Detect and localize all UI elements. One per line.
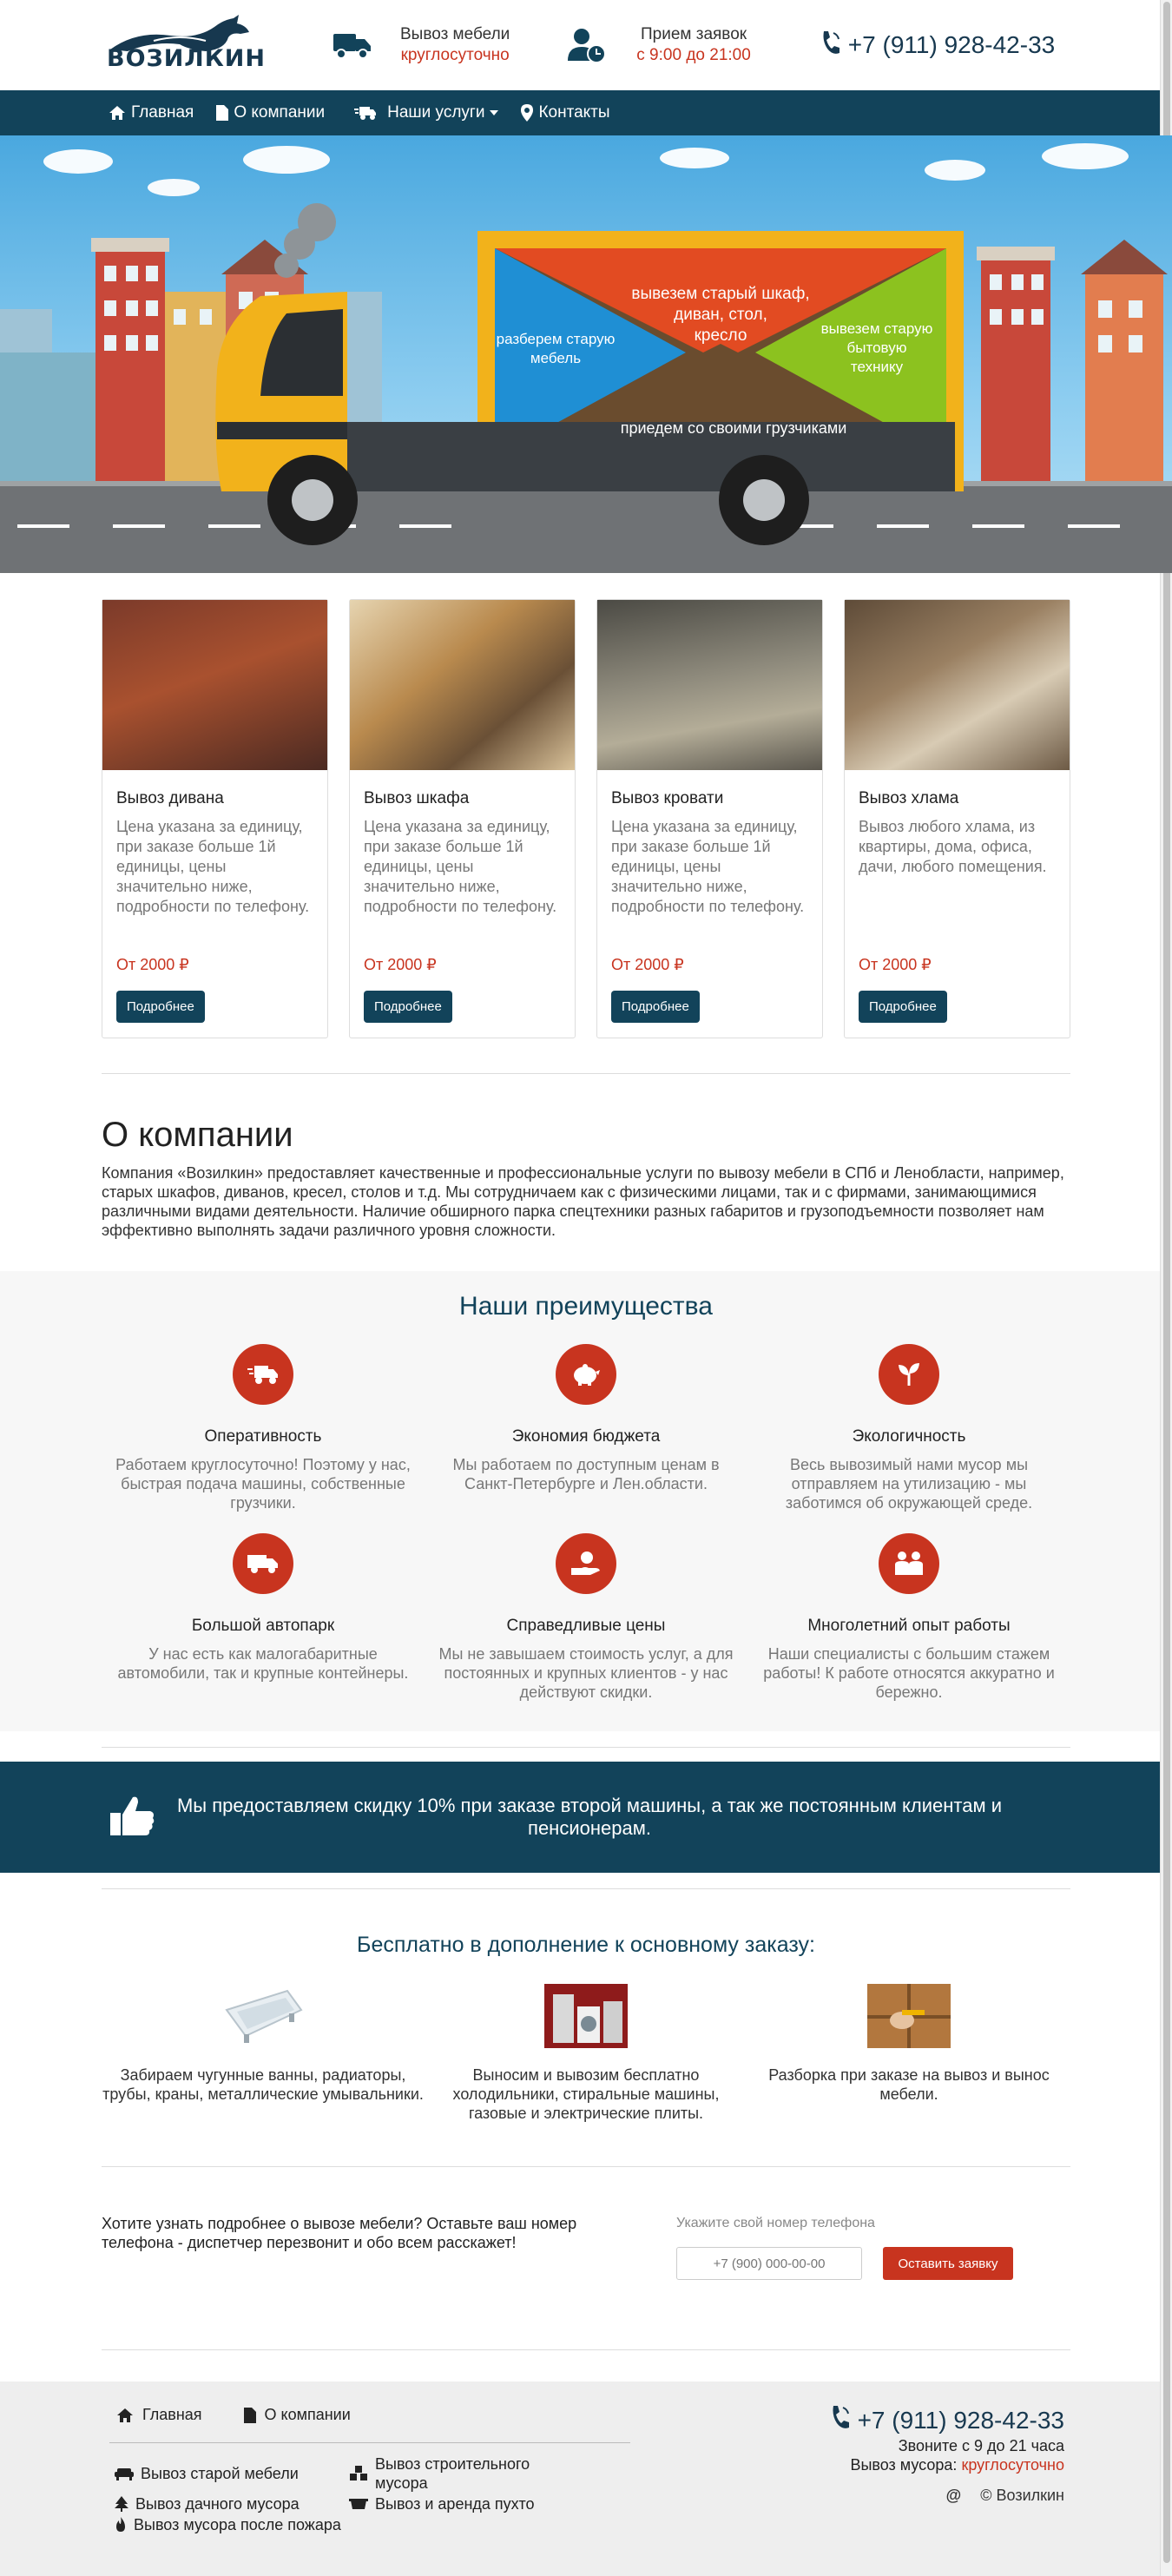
- footer-divider: [109, 2442, 630, 2443]
- divider: [102, 1747, 1070, 1748]
- free-title: Бесплатно в дополнение к основному заказу:: [357, 1933, 815, 1957]
- footer-contacts: [830, 2404, 1064, 2505]
- card-bed: [596, 599, 823, 1038]
- card-price: От 2000 ₽: [364, 956, 437, 973]
- card-price: От 2000 ₽: [859, 956, 932, 973]
- fire-icon: [115, 2517, 127, 2533]
- footer-nav-about[interactable]: [244, 2406, 351, 2424]
- truck-icon: [233, 1533, 293, 1594]
- info2-line2: с 9:00 до 21:00: [636, 46, 751, 64]
- card-title: Вывоз хлама: [859, 789, 959, 807]
- footer-service-link[interactable]: [349, 2454, 583, 2493]
- info-hours-removal: [333, 24, 510, 66]
- discount-banner: [0, 1762, 1172, 1873]
- document-icon: [216, 105, 228, 121]
- nav-contacts[interactable]: [521, 103, 609, 122]
- details-button[interactable]: Подробнее: [364, 991, 452, 1023]
- footer-service-link[interactable]: [115, 2494, 349, 2513]
- bed-photo: [597, 600, 822, 770]
- card-title: Вывоз кровати: [611, 789, 724, 807]
- free-item-text: Выносим и вывозим бесплатно холодильники, стиральные машины, газовые и электрические плиты.: [452, 2066, 720, 2122]
- phone-icon: [830, 2404, 851, 2436]
- card-price: От 2000 ₽: [116, 956, 189, 973]
- truck-fast-icon: [233, 1344, 293, 1405]
- card-title: Вывоз шкафа: [364, 789, 470, 807]
- home-icon: [109, 105, 126, 121]
- nav-home[interactable]: [109, 103, 194, 122]
- nav-services-label: Наши услуги: [387, 103, 485, 122]
- phone-icon: [820, 30, 841, 62]
- callback-form: [676, 2202, 1013, 2280]
- top-header: [0, 0, 1172, 90]
- appliances-image: [544, 1984, 628, 2048]
- advantage-title: Экономия бюджета: [511, 1427, 661, 1446]
- svg-text:разберем старуюмебель: разберем старую мебель: [496, 331, 616, 366]
- at-icon: @: [945, 2487, 962, 2504]
- advantage-item: [102, 1344, 425, 1533]
- footer-service-label: Вывоз старой мебели: [141, 2465, 299, 2482]
- footer-nav-home-label: Главная: [142, 2406, 202, 2423]
- footer-phone[interactable]: [830, 2404, 1064, 2436]
- piggy-bank-icon: [556, 1344, 616, 1405]
- site-logo[interactable]: [102, 15, 266, 76]
- hero-text-top-1: вывезем старый шкаф,: [631, 285, 810, 303]
- advantage-title: Экологичность: [852, 1427, 966, 1446]
- home-icon: [116, 2408, 134, 2423]
- callback-lead: Хотите узнать подробнее о вывозе мебели? Оставьте ваш номер телефона - диспетчер перезвонит и обо всем расскажет!: [102, 2215, 577, 2251]
- footer-service-label: Вывоз строительного мусора: [375, 2455, 530, 2492]
- thumbs-up-icon: [110, 1794, 155, 1841]
- card-junk: [844, 599, 1070, 1038]
- divider: [102, 2349, 1070, 2350]
- map-marker-icon: [521, 104, 533, 122]
- advantage-text: Работаем круглосуточно! Поэтому у нас, быстрая подача машины, собственные грузчики.: [115, 1456, 411, 1512]
- phone-input[interactable]: [676, 2247, 862, 2280]
- info1-line2: круглосуточно: [400, 46, 510, 64]
- cubes-icon: [349, 2466, 368, 2481]
- furniture-assembly-image: [867, 1984, 951, 2048]
- chevron-down-icon: [490, 110, 498, 115]
- details-button[interactable]: Подробнее: [116, 991, 205, 1023]
- truck-fast-icon: [354, 105, 377, 121]
- user-clock-icon: [567, 25, 607, 65]
- card-text: Цена указана за единицу, при заказе больше 1й единицы, цены значительно ниже, подробности по телефону.: [116, 818, 310, 915]
- advantage-text: Весь вывозимый нами мусор мы отправляем на утилизацию - мы заботимся об окружающей среде.: [785, 1456, 1033, 1512]
- free-item: [747, 1984, 1070, 2123]
- footer-service-link[interactable]: [115, 2515, 349, 2534]
- header-phone-number[interactable]: +7 (911) 928-42-33: [847, 31, 1056, 58]
- advantage-item: [425, 1344, 747, 1533]
- footer-service-link[interactable]: [349, 2494, 583, 2513]
- card-text: Цена указана за единицу, при заказе больше 1й единицы, цены значительно ниже, подробности по телефону.: [364, 818, 557, 915]
- people-icon: [879, 1533, 939, 1594]
- service-cards: [102, 599, 1070, 1038]
- advantage-text: Наши специалисты с большим стажем работы! К работе относятся аккуратно и бережно.: [763, 1645, 1055, 1701]
- footer-service-label: Вывоз дачного мусора: [135, 2495, 300, 2513]
- sofa-photo: [102, 600, 327, 770]
- details-button[interactable]: Подробнее: [611, 991, 700, 1023]
- callback-section: [102, 2202, 1070, 2280]
- advantage-title: Оперативность: [204, 1427, 322, 1446]
- footer-service-label: Вывоз мусора после пожара: [134, 2516, 341, 2533]
- advantage-item: [747, 1533, 1070, 1723]
- nav-contacts-label: Контакты: [538, 103, 610, 122]
- header-phone[interactable]: [820, 30, 1055, 62]
- advantage-text: Мы работаем по доступным ценам в Санкт-Петербурге и Лен.области.: [452, 1456, 720, 1492]
- about-section: [102, 1116, 1070, 1240]
- bathtub-image: [221, 1984, 305, 2048]
- card-title: Вывоз дивана: [116, 789, 224, 807]
- wardrobe-photo: [350, 600, 575, 770]
- copyright: © Возилкин: [980, 2487, 1064, 2504]
- advantage-item: [425, 1533, 747, 1723]
- nav-home-label: Главная: [131, 103, 194, 122]
- divider: [102, 2166, 1070, 2167]
- free-item: [425, 1984, 747, 2123]
- tree-icon: [115, 2496, 128, 2512]
- divider: [102, 1073, 1070, 1074]
- logo-text: ВОЗИЛКИН: [107, 45, 266, 72]
- card-price: От 2000 ₽: [611, 956, 684, 973]
- footer-removal-label: Вывоз мусора:: [850, 2456, 958, 2474]
- nav-services-dropdown[interactable]: [354, 103, 498, 122]
- document-icon: [244, 2408, 256, 2423]
- footer-phone-number[interactable]: +7 (911) 928-42-33: [857, 2406, 1064, 2434]
- about-title: О компании: [102, 1116, 293, 1154]
- discount-text: Мы предоставляем скидку 10% при заказе второй машины, а так же постоянным клиентам и пенсионерам.: [176, 1795, 1003, 1839]
- about-text: Компания «Возилкин» предоставляет качественные и профессиональные услуги по вывозу мебели в СПб и Ленобласти, например, старых шкафов, диванов, кресел, столов и т.д. Мы сотрудничаем как с физическими лицами, так и с фирмами, занимающимися различными видами деятельности. Наличие обширного парка спецтехники разных габаритов и грузоподъемности позволяет нам эффективно выполнять задачи различного уровня сложности.: [102, 1164, 1064, 1239]
- info-order-hours: [567, 24, 751, 66]
- hand-coin-icon: [556, 1533, 616, 1594]
- advantage-item: [102, 1533, 425, 1723]
- phone-field-label: Укажите свой номер телефона: [676, 2216, 875, 2230]
- nav-about-label: О компании: [234, 103, 326, 122]
- card-sofa: [102, 599, 328, 1038]
- footer-services: [115, 2454, 583, 2534]
- junk-photo: [845, 600, 1070, 770]
- free-item-text: Разборка при заказе на вывоз и вынос мебели.: [768, 2066, 1050, 2103]
- footer-nav-home[interactable]: [116, 2406, 202, 2424]
- advantages-title: Наши преимущества: [459, 1292, 713, 1321]
- couch-icon: [115, 2467, 134, 2480]
- advantage-text: У нас есть как малогабаритные автомобили, так и крупные контейнеры.: [117, 1645, 409, 1682]
- svg-text:вывезем старуюбытовуютехнику: вывезем старую бытовую технику: [820, 320, 933, 375]
- nav-about[interactable]: [216, 103, 325, 122]
- advantage-text: Мы не завышаем стоимость услуг, а для постоянных и крупных клиентов - у нас действуют скидки.: [438, 1645, 734, 1701]
- advantage-title: Многолетний опыт работы: [807, 1617, 1011, 1635]
- advantage-title: Справедливые цены: [506, 1617, 666, 1635]
- hero-banner: [0, 135, 1172, 573]
- advantage-item: [747, 1344, 1070, 1533]
- free-extras-section: [102, 1933, 1070, 2123]
- footer-service-label: Вывоз и аренда пухто: [375, 2495, 535, 2513]
- details-button[interactable]: Подробнее: [859, 991, 947, 1023]
- svg-text:вывезем старый шкаф,диван, сто: вывезем старый шкаф, диван, стол, кресло: [631, 285, 810, 345]
- footer: [0, 2382, 1160, 2576]
- footer-nav-about-label: О компании: [264, 2406, 351, 2423]
- card-text: Вывоз любого хлама, из квартиры, дома, офиса, дачи, любого помещения.: [859, 818, 1047, 875]
- seedling-icon: [879, 1344, 939, 1405]
- svg-text:приедем со своими грузчиками: приедем со своими грузчиками: [620, 419, 847, 437]
- dumpster-icon: [349, 2497, 368, 2511]
- free-item-text: Забираем чугунные ванны, радиаторы, трубы, краны, металлические умывальники.: [102, 2066, 424, 2103]
- footer-hours: Звоните с 9 до 21 часа: [898, 2437, 1064, 2454]
- footer-nav: [116, 2406, 392, 2424]
- card-wardrobe: [349, 599, 576, 1038]
- hero-illustration: [0, 135, 1172, 573]
- info2-line1: Прием заявок: [641, 25, 747, 43]
- main-nav: [0, 90, 1172, 135]
- advantages-section: [0, 1271, 1172, 1731]
- card-text: Цена указана за единицу, при заказе больше 1й единицы, цены значительно ниже, подробности по телефону.: [611, 818, 805, 915]
- footer-service-link[interactable]: [115, 2454, 349, 2493]
- truck-icon: [333, 25, 372, 65]
- submit-request-button[interactable]: Оставить заявку: [883, 2247, 1013, 2280]
- footer-removal-value: круглосуточно: [961, 2456, 1064, 2474]
- advantage-title: Большой автопарк: [191, 1617, 335, 1635]
- divider: [102, 1888, 1070, 1889]
- free-item: [102, 1984, 425, 2123]
- info1-line1: Вывоз мебели: [400, 25, 510, 43]
